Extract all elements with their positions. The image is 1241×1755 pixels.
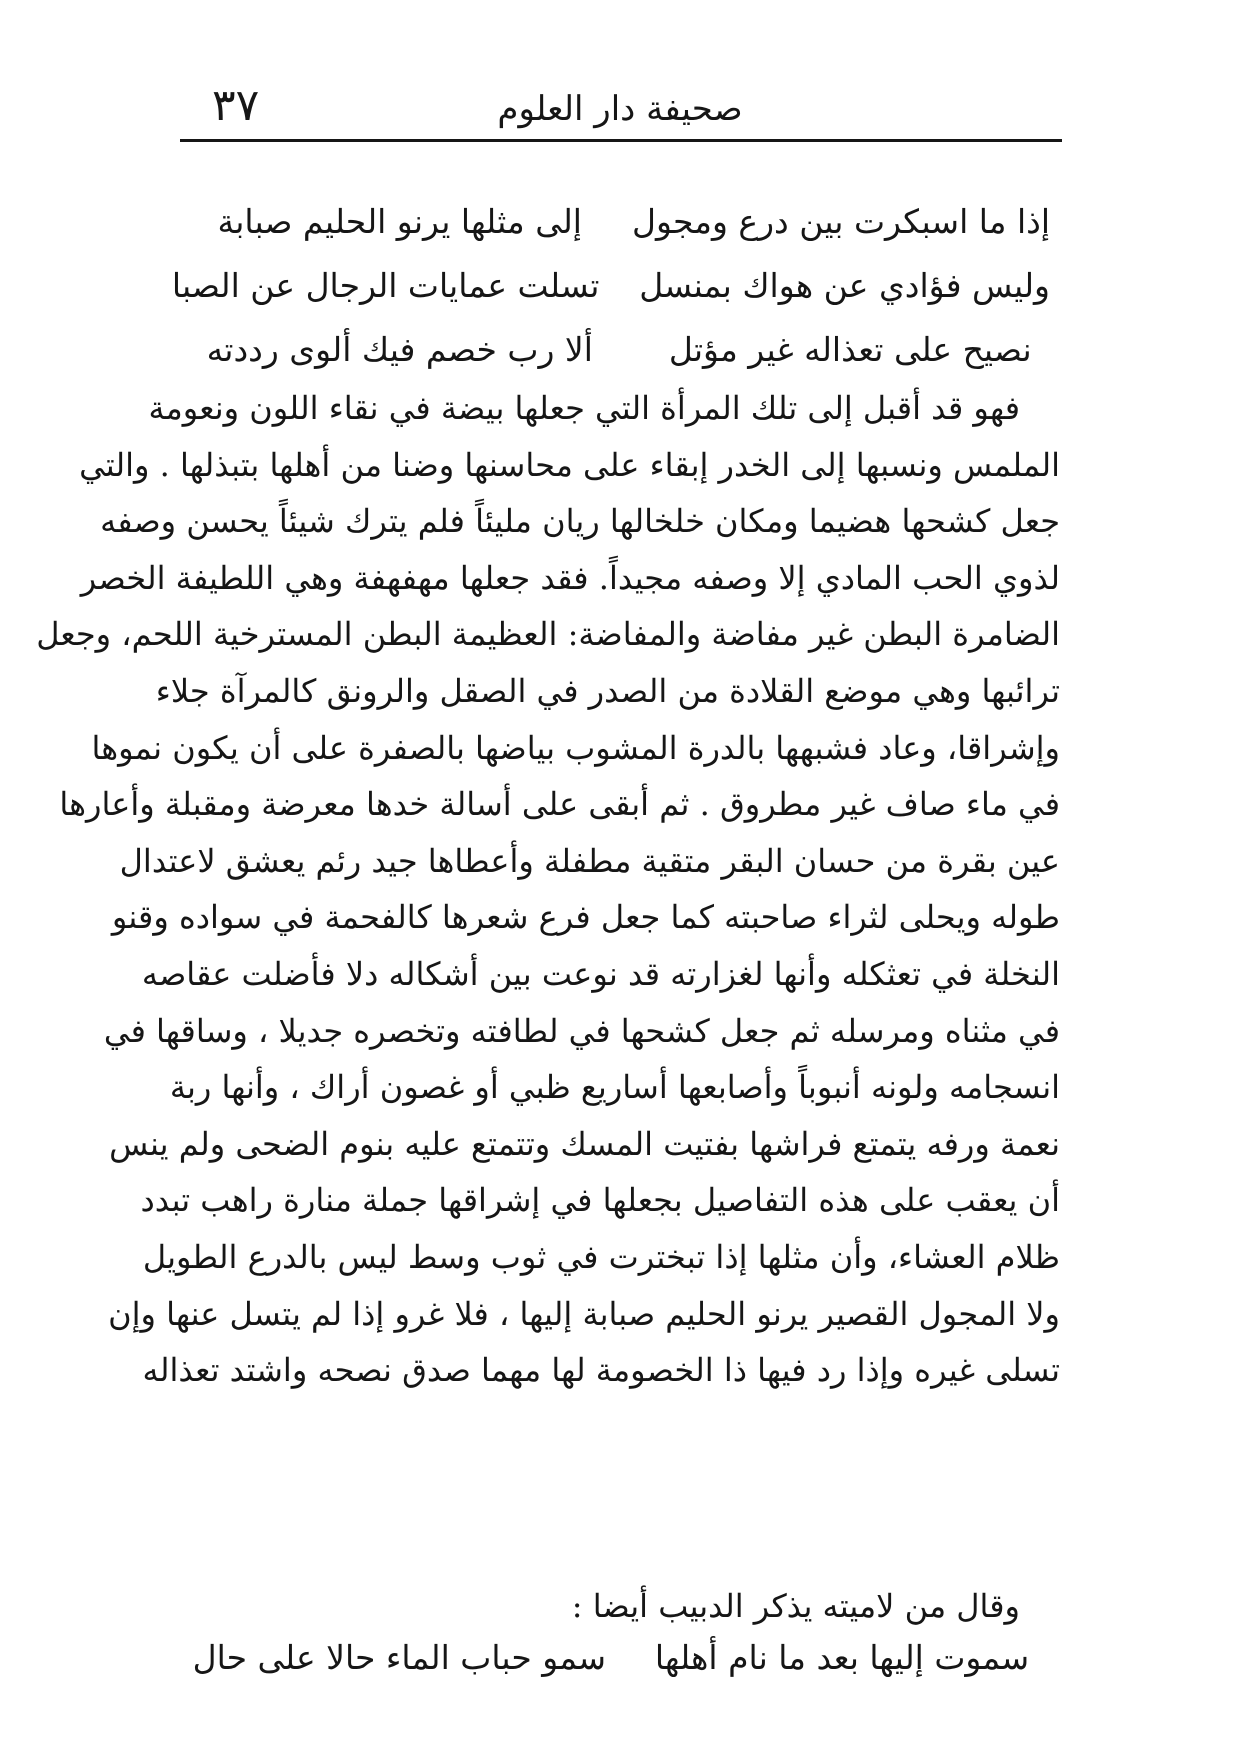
paragraph-line: في مثناه ومرسله ثم جعل كشحها في لطافته وتخصره جديلا ، وساقها في xyxy=(103,1011,1060,1050)
paragraph-line: في ماء صاف غير مطروق . ثم أبقى على أسالة خدها معرضة ومقبلة وأعارها xyxy=(59,785,1060,824)
verse-second-hemistich: إلى مثلها يرنو الحليم صبابة xyxy=(217,202,582,241)
paragraph-line: عين بقرة من حسان البقر متقية مطفلة وأعطاها جيد رئم يعشق لاعتدال xyxy=(119,841,1060,880)
header-rule xyxy=(180,139,1062,142)
verse-first-hemistich: نصيح على تعذاله غير مؤتل xyxy=(668,330,1032,369)
page-number: ٣٧ xyxy=(212,80,260,131)
paragraph-line: فهو قد أقبل إلى تلك المرأة التي جعلها بيضة في نقاء اللون ونعومة xyxy=(148,389,1020,427)
paragraph-line: طوله ويحلى لثراء صاحبته كما جعل فرع شعرها كالفحمة في سواده وقنو xyxy=(111,898,1060,937)
verse-second-hemistich: سمو حباب الماء حالا على حال xyxy=(192,1638,606,1677)
verse-line xyxy=(200,190,1050,254)
page-header xyxy=(180,80,1060,144)
paragraph-line: النخلة في تعثكله وأنها لغزارته قد نوعت بين أشكاله دلا فأضلت عقاصه xyxy=(141,954,1060,993)
paragraph-line: الضامرة البطن غير مفاضة والمفاضة: العظيمة البطن المسترخية اللحم، وجعل xyxy=(36,615,1060,654)
verse-first-hemistich: وليس فؤادي عن هواك بمنسل xyxy=(639,266,1050,305)
paragraph-line: جعل كشحها هضيما ومكان خلخالها ريان مليئاً فلم يترك شيئاً يحسن وصفه xyxy=(100,502,1060,541)
verse-second-hemistich: تسلت عمايات الرجال عن الصبا xyxy=(171,266,600,305)
paragraph-line: نعمة ورفه يتمتع فراشها بفتيت المسك وتتمتع عليه بنوم الضحى ولم ينس xyxy=(109,1124,1060,1163)
commentary-paragraph xyxy=(36,380,1060,1399)
verse-line xyxy=(171,254,1050,318)
verse-second-hemistich: ألا رب خصم فيك ألوى رددته xyxy=(206,330,593,369)
paragraph-line: انسجامه ولونه أنبوباً وأصابعها أساريع ظبي أو غصون أراك ، وأنها ربة xyxy=(169,1068,1060,1107)
verse-first-hemistich: سموت إليها بعد ما نام أهلها xyxy=(654,1638,1030,1677)
paragraph-line: ترائبها وهي موضع القلادة من الصدر في الصقل والرونق كالمرآة جلاء xyxy=(155,671,1060,710)
verse-first-hemistich: إذا ما اسبكرت بين درع ومجول xyxy=(631,202,1050,241)
verse-line xyxy=(200,318,1050,382)
paragraph-line: لذوي الحب المادي إلا وصفه مجيداً. فقد جعلها مهفهفة وهي اللطيفة الخصر xyxy=(80,558,1060,597)
paragraph-line: تسلى غيره وإذا رد فيها ذا الخصومة لها مهما صدق نصحه واشتد تعذاله xyxy=(142,1351,1060,1390)
verse-intro-line: وقال من لاميته يذكر الدبيب أيضا : xyxy=(571,1587,1020,1625)
running-title: صحيفة دار العلوم xyxy=(497,89,743,129)
paragraph-line: ظلام العشاء، وأن مثلها إذا تبخترت في ثوب وسط ليس بالدرع الطويل xyxy=(142,1237,1060,1276)
paragraph-line: وإشراقا، وعاد فشبهها بالدرة المشوب بياضها بالصفرة على أن يكون نموها xyxy=(91,728,1060,767)
paragraph-line: ولا المجول القصير يرنو الحليم صبابة إليها ، فلا غرو إذا لم يتسل عنها وإن xyxy=(108,1294,1060,1333)
paragraph-line: الملمس ونسبها إلى الخدر إبقاء على محاسنها وضنا من أهلها بتبذلها . والتي xyxy=(79,445,1060,484)
opening-verses xyxy=(171,190,1050,382)
paragraph-line: أن يعقب على هذه التفاصيل بجعلها في إشراقها جملة منارة راهب تبدد xyxy=(140,1181,1060,1220)
closing-verse xyxy=(192,1626,1030,1690)
